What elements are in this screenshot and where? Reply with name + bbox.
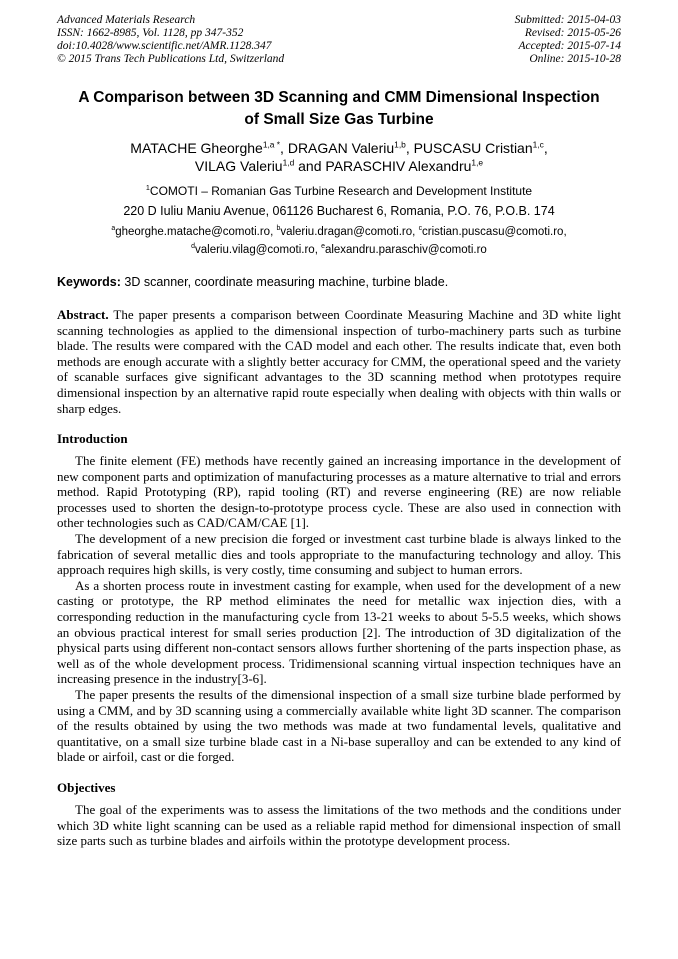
email-address: alexandru.paraschiv@comoti.ro	[324, 243, 487, 256]
author-list-line2	[57, 157, 621, 175]
journal-copyright: © 2015 Trans Tech Publications Ltd, Switzerland	[57, 52, 285, 65]
author-affiliation-marker: 1,b	[394, 138, 406, 149]
email	[111, 226, 276, 238]
email	[276, 226, 418, 238]
paper-title-line2: of Small Size Gas Turbine	[244, 110, 434, 128]
email	[321, 244, 487, 256]
accepted-date: Accepted: 2015-07-14	[518, 39, 621, 52]
keywords-label: Keywords:	[57, 274, 121, 289]
author-list-line1	[57, 139, 621, 157]
email-address: valeriu.dragan@comoti.ro	[280, 226, 413, 239]
email-separator: ,	[412, 226, 419, 239]
email	[419, 226, 567, 238]
abstract-label: Abstract.	[57, 306, 109, 322]
author-name: MATACHE Gheorghe	[130, 139, 263, 156]
author	[414, 140, 548, 156]
author-emails-line1	[57, 224, 621, 241]
author-name: PARASCHIV Alexandru	[325, 157, 472, 174]
author-name: DRAGAN Valeriu	[287, 139, 395, 156]
email-separator: ,	[563, 226, 567, 239]
abstract-text: The paper presents a comparison between Coordinate Measuring Machine and 3D white light scanning technologies as applied to the dimensional inspection of turbo-machinery parts such as turbine blade. The results were compared with the CAD model and each other. The results indicate that, even both methods are enough accurate with a slightly better accuracy for CMM, the operational speed and the variety of scanable surfaces give significant advantages to the 3D scanning method when prototypes require dimensional inspection by an alternative rapid route especially when dealing with objects with thin walls or sharp edges.	[57, 306, 621, 416]
author	[195, 158, 325, 174]
email-marker: b	[276, 225, 281, 233]
author	[325, 158, 483, 174]
keywords-text: 3D scanner, coordinate measuring machine, turbine blade.	[120, 274, 449, 289]
email-separator: ,	[270, 226, 277, 239]
journal-header	[57, 14, 621, 66]
author-name: VILAG Valeriu	[194, 157, 283, 174]
abstract	[57, 307, 621, 416]
section-heading-introduction: Introduction	[57, 431, 128, 447]
email-address: valeriu.vilag@comoti.ro	[195, 243, 315, 256]
affiliation-address: 220 D Iuliu Maniu Avenue, 061126 Bucharest 6, Romania, P.O. 76, P.O.B. 174	[123, 204, 555, 219]
email-address: cristian.puscasu@comoti.ro	[422, 226, 564, 239]
affiliation-marker: 1	[145, 183, 150, 193]
email-marker: a	[111, 225, 116, 233]
author-separator: ,	[543, 139, 548, 156]
journal-header-left	[57, 14, 284, 66]
author-affiliation-marker: 1,e	[471, 157, 484, 168]
email-marker: d	[191, 242, 195, 250]
email-address: gheorghe.matache@comoti.ro	[115, 226, 271, 239]
journal-issn-volume: ISSN: 1662-8985, Vol. 1128, pp 347-352	[57, 26, 244, 39]
affiliation	[57, 184, 621, 198]
email-marker: e	[321, 242, 325, 250]
author-affiliation-marker: 1,a *	[262, 138, 281, 149]
submitted-date: Submitted: 2015-04-03	[514, 14, 621, 26]
section-heading-objectives: Objectives	[57, 779, 116, 795]
author-emails-line2	[57, 242, 621, 259]
email	[191, 244, 321, 256]
author-affiliation-marker: 1,c	[532, 138, 544, 149]
journal-name: Advanced Materials Research	[57, 14, 196, 26]
email-marker: c	[418, 225, 423, 233]
author-name: PUSCASU Cristian	[413, 139, 533, 156]
journal-header-dates	[515, 14, 621, 66]
journal-doi: doi:10.4028/www.scientific.net/AMR.1128.347	[57, 39, 272, 52]
paper-title	[57, 87, 621, 131]
author-separator: ,	[405, 139, 414, 156]
paper-title-line1: A Comparison between 3D Scanning and CMM Dimensional Inspection	[78, 88, 600, 106]
author	[130, 140, 288, 156]
author-list	[57, 139, 621, 176]
keywords-line	[57, 275, 621, 289]
introduction-paragraph-4: The paper presents the results of the dimensional inspection of a small size turbine blade performed by using a CMM, and by 3D scanning using a commercially available white light 3D scanner. The comparison of the results obtained by using the two methods was made at two fundamental levels, qualitative and quantitative, on a small size turbine blade cast in a Ni-base superalloy and can be extended to any kind of blade or airfoil, cast or die forged.	[57, 687, 621, 765]
revised-date: Revised: 2015-05-26	[524, 26, 621, 39]
author-emails	[57, 224, 621, 259]
affiliation-text: COMOTI – Romanian Gas Turbine Research and Development Institute	[149, 184, 533, 199]
objectives-paragraph-1: The goal of the experiments was to assess the limitations of the two methods and the conditions under which 3D white light scanning can be used as a reliable rapid method for dimensional inspection of small size parts such as turbine blades and airfoils within the prototype development process.	[57, 801, 621, 849]
author	[288, 140, 414, 156]
introduction-paragraph-3: As a shorten process route in investment casting for example, when used for the development of a new casting or prototype, the RP method eliminates the need for metallic wax injection dies, with a corresponding reduction in the manufacturing cycle from 13-21 weeks to about 5-5.5 weeks, which shows an obvious practical interest for small series production [2]. The introduction of 3D digitalization of the physical parts using different non-contact sensors allows further shortening of the parts inspection phase, as well as of the whole development process. Tridimensional scanning virtual inspection techniques have an increasing presence in the industry[3-6].	[57, 577, 621, 687]
author-separator: and	[294, 157, 326, 174]
online-date: Online: 2015-10-28	[529, 52, 621, 65]
email-separator: ,	[314, 243, 322, 256]
introduction-paragraph-2: The development of a new precision die forged or investment cast turbine blade is always linked to the fabrication of several metallic dies and tools appropriate to the manufacturing technology and alloy. This approach requires high skills, is very costly, time consuming and subject to human errors.	[57, 531, 621, 578]
introduction-paragraph-1: The finite element (FE) methods have recently gained an increasing importance in the development of new component parts and optimization of manufacturing processes as a mature alternative to trial and errors method. Rapid Prototyping (RP), rapid tooling (RT) and reverse engineering (RE) are now reliable processes used to shorten the design-to-prototype process cycle. These are also used in connection with other technologies such as CAD/CAM/CAE [1].	[57, 453, 621, 531]
author-affiliation-marker: 1,d	[282, 157, 295, 168]
author-separator: ,	[280, 139, 288, 156]
